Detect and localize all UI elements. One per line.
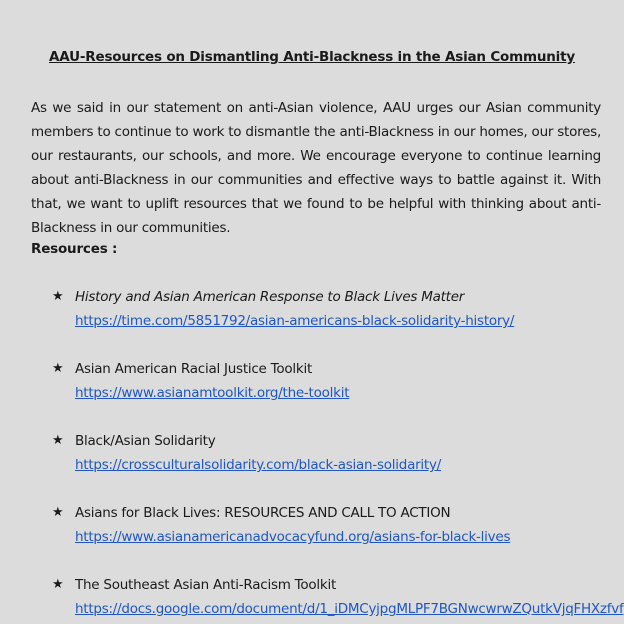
- resource-link[interactable]: https://docs.google.com/document/d/1_iDMCyjpgMLPF7BGNwcwrwZQutkVjqFHXzfvf: [75, 601, 624, 617]
- star-bullet-icon: ★: [52, 361, 64, 376]
- star-bullet-icon: ★: [52, 433, 64, 448]
- intro-paragraph: As we said in our statement on anti-Asian violence, AAU urges our Asian community members to continue to work to dismantle the anti-Blackness in our homes, our stores, our restaurants, our schools, and more. We encourage everyone to continue learning about anti-Blackness in our communities and effective ways to battle against it. With that, we want to uplift resources that we found to be helpful with thinking about anti-Blackness in our communities.: [31, 100, 601, 236]
- resource-title: The Southeast Asian Anti-Racism Toolkit: [75, 577, 337, 593]
- resource-link[interactable]: https://www.asianamericanadvocacyfund.org/asians-for-black-lives: [75, 529, 511, 545]
- resources-heading: Resources :: [31, 241, 118, 257]
- document-title: AAU-Resources on Dismantling Anti-Blackness in the Asian Community: [49, 49, 575, 65]
- resource-link[interactable]: https://time.com/5851792/asian-americans-black-solidarity-history/: [75, 313, 515, 329]
- resource-link[interactable]: https://www.asianamtoolkit.org/the-toolkit: [75, 385, 350, 401]
- star-bullet-icon: ★: [52, 505, 64, 520]
- resource-link[interactable]: https://crossculturalsolidarity.com/black-asian-solidarity/: [75, 457, 441, 473]
- resource-title: Asians for Black Lives: RESOURCES AND CALL TO ACTION: [75, 505, 451, 521]
- resource-title: Black/Asian Solidarity: [75, 433, 216, 449]
- star-bullet-icon: ★: [52, 289, 64, 304]
- resource-title: History and Asian American Response to Black Lives Matter: [75, 289, 465, 305]
- star-bullet-icon: ★: [52, 577, 64, 592]
- resource-title: Asian American Racial Justice Toolkit: [75, 361, 312, 377]
